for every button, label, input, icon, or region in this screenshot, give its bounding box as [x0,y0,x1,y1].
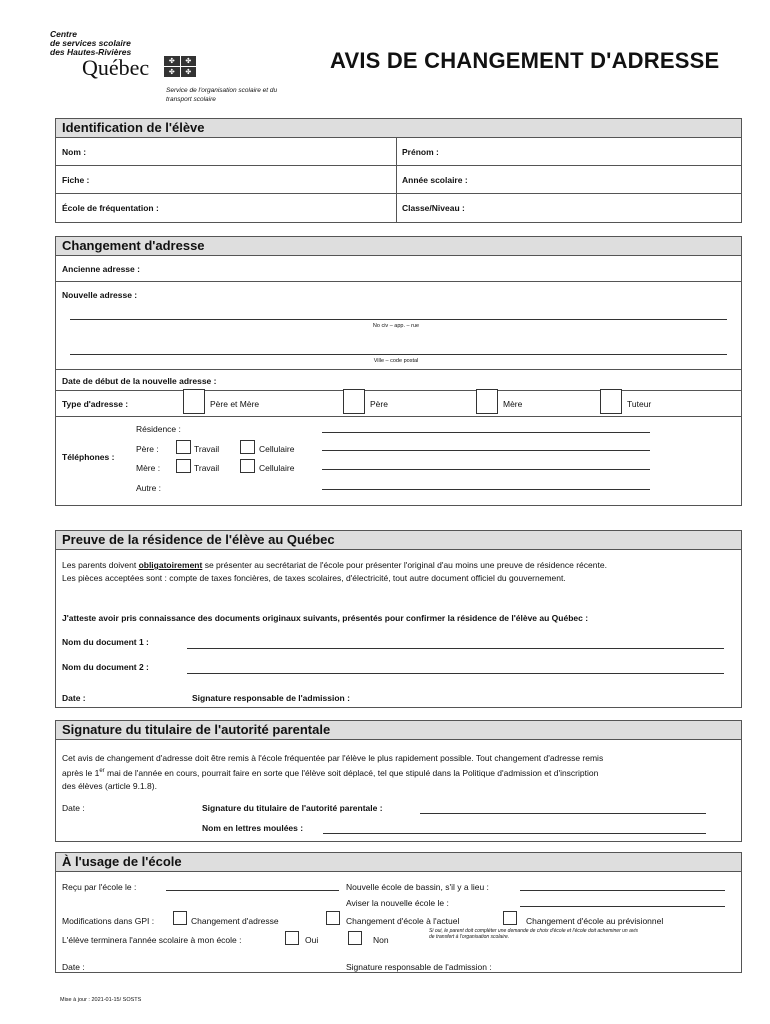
section-heading: Signature du titulaire de l'autorité parentale [56,721,741,740]
preuve-signature-label: Signature responsable de l'admission : [192,693,350,703]
modifs-label: Modifications dans GPI : [62,916,155,926]
nouvelle-label: Nouvelle adresse : [62,290,138,300]
signature-text: après le 1 [62,767,100,778]
row-date-debut [56,370,741,391]
note-line: Si oui, le parent doit compléter une demande de choix d'école et l'école doit acheminer un avis [429,928,638,934]
signature-superscript: er [99,768,105,774]
tel-pere-label: Père : [136,444,159,454]
row-ecole [56,194,741,222]
nouvelle-ecole-line[interactable] [520,890,725,891]
pere-cellulaire-checkbox[interactable] [240,440,255,454]
nom-moulees-line[interactable] [323,833,706,834]
org-line: des Hautes-Rivières [50,47,132,57]
tel-mere-label: Mère : [136,463,161,473]
footer-update-date: Mise à jour : 2021-01-15/ SOSTS [60,997,142,1003]
chg-actuel-label: Changement d'école à l'actuel [346,916,460,926]
autre-label: Autre : [136,483,162,493]
tuteur-label: Tuteur [627,399,652,409]
org-line: Centre [50,29,77,39]
org-name [50,30,131,57]
row-type [56,391,741,417]
nom-moulees-label: Nom en lettres moulées : [202,823,304,833]
terminera-label: L'élève terminera l'année scolaire à mon école : [62,935,242,945]
telephones-label: Téléphones : [62,452,115,462]
doc1-label: Nom du document 1 : [62,637,149,647]
ecole-date-label: Date : [62,962,85,972]
doc1-line[interactable] [187,648,724,649]
service-line: Service de l'organisation scolaire et du [166,87,278,94]
ecole-signature-label: Signature responsable de l'admission : [346,962,492,972]
classe-label: Classe/Niveau : [402,203,465,213]
preuve-paragraph [62,559,742,585]
non-checkbox[interactable] [348,931,362,945]
quebec-wordmark: Québec [82,55,150,80]
signature-text: mai de l'année en cours, pourrait faire en sorte que l'élève soit déplacé, tel que stipulé dans la Politique d'admission et d'inscription [104,767,599,778]
prenom-label: Prénom : [402,147,439,157]
preuve-text: se présenter au secrétariat de l'école pour présenter l'original d'au moins une preuve de résidence récente. [202,560,607,570]
parent-signature-label: Signature du titulaire de l'autorité parentale : [202,803,383,813]
tuteur-checkbox[interactable] [600,389,622,414]
signature-paragraph [62,752,742,793]
mere-travail-checkbox[interactable] [176,459,191,473]
section-heading: À l'usage de l'école [56,853,741,872]
ecole-label: École de fréquentation : [62,203,159,213]
ancienne-label: Ancienne adresse : [62,264,140,274]
row-ancienne [56,256,741,282]
doc2-label: Nom du document 2 : [62,662,149,672]
pere-line[interactable] [322,450,650,451]
street-hint: No civ – app. – rue [372,323,420,329]
oui-label: Oui [305,935,319,945]
section-heading: Changement d'adresse [56,237,741,256]
doc2-line[interactable] [187,673,724,674]
pere-mere-label: Père et Mère [210,399,260,409]
oui-checkbox[interactable] [285,931,299,945]
service-line: transport scolaire [166,96,216,103]
row-telephones [56,417,741,505]
section-identification [55,118,742,223]
section-ecole [55,852,742,973]
page-title: AVIS DE CHANGEMENT D'ADRESSE [330,48,720,73]
section-heading: Identification de l'élève [56,119,741,138]
mere-checkbox[interactable] [476,389,498,414]
mere-label: Mère [503,399,523,409]
fiche-label: Fiche : [62,175,90,185]
mere-line[interactable] [322,469,650,470]
city-line[interactable] [70,354,727,355]
preuve-text: Les parents doivent [62,560,139,570]
street-line[interactable] [70,319,727,320]
travail-label: Travail [194,463,220,473]
recu-label: Reçu par l'école le : [62,882,137,892]
cellulaire-label: Cellulaire [259,463,295,473]
service-name [166,86,306,104]
pere-label: Père [370,399,388,409]
terminera-note [429,928,729,940]
section-heading: Preuve de la résidence de l'élève au Québec [56,531,741,550]
pere-travail-checkbox[interactable] [176,440,191,454]
parent-signature-line[interactable] [420,813,706,814]
note-line: de transfert à l'organisation scolaire. [429,934,510,940]
chg-prev-label: Changement d'école au prévisionnel [526,916,664,926]
residence-label: Résidence : [136,424,181,434]
type-label: Type d'adresse : [62,399,129,409]
chg-adresse-checkbox[interactable] [173,911,187,925]
row-nom [56,138,741,166]
date-debut-label: Date de début de la nouvelle adresse : [62,376,217,386]
preuve-text: Les pièces acceptées sont : compte de taxes foncières, de taxes scolaires, d'électricité, tout autre document officiel du gouvernement. [62,573,566,583]
chg-actuel-checkbox[interactable] [326,911,340,925]
travail-label: Travail [194,444,220,454]
signature-text: Cet avis de changement d'adresse doit être remis à l'école fréquentée par l'élève le plus rapidement possible. Tout changement d'adresse remis [62,753,604,763]
residence-line[interactable] [322,432,650,433]
autre-line[interactable] [322,489,650,490]
nouvelle-ecole-label: Nouvelle école de bassin, s'il y a lieu : [346,882,489,892]
signature-text: des élèves (article 9.1.8). [62,780,157,791]
row-fiche [56,166,741,194]
city-hint: Ville – code postal [373,358,419,364]
chg-prev-checkbox[interactable] [503,911,517,925]
row-nouvelle [56,282,741,370]
pere-mere-checkbox[interactable] [183,389,205,414]
mere-cellulaire-checkbox[interactable] [240,459,255,473]
pere-checkbox[interactable] [343,389,365,414]
org-line: de services scolaire [50,38,131,48]
section-changement [55,236,742,506]
section-preuve [55,530,742,708]
annee-label: Année scolaire : [402,175,468,185]
section-signature [55,720,742,842]
preuve-emphasis: obligatoirement [138,560,203,570]
chg-adresse-label: Changement d'adresse [191,916,279,926]
preuve-date-label: Date : [62,693,86,703]
aviser-label: Aviser la nouvelle école le : [346,898,449,908]
aviser-line[interactable] [520,906,725,907]
quebec-flag-icon: ✤ ✤ ✤ ✤ [164,56,196,77]
recu-line[interactable] [166,890,339,891]
atteste-text: J'atteste avoir pris connaissance des documents originaux suivants, présentés pour confirmer la résidence de l'élève au Québec : [62,613,589,623]
cellulaire-label: Cellulaire [259,444,295,454]
nom-label: Nom : [62,147,87,157]
non-label: Non [373,935,389,945]
signature-date-label: Date : [62,803,85,813]
